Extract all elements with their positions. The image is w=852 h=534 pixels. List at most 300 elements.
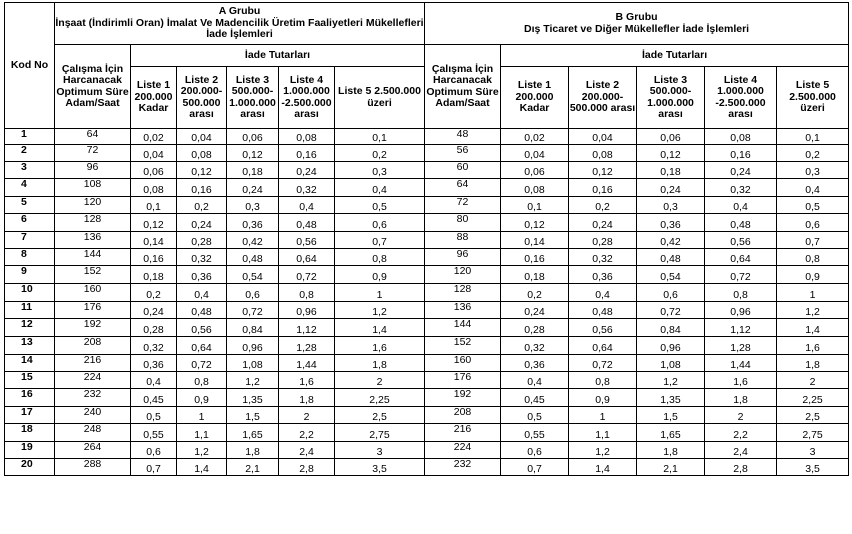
b-liste-cell: 0,14: [501, 232, 569, 249]
a-liste-cell: 0,24: [131, 302, 177, 319]
a-optimum-sure-cell: 160: [55, 284, 131, 302]
a-optimum-sure-cell: 64: [55, 129, 131, 145]
a-liste-cell: 1: [177, 407, 227, 424]
b-liste-cell: 0,48: [569, 302, 637, 319]
kod-no-cell: 13: [5, 337, 55, 355]
b-liste-cell: 1: [569, 407, 637, 424]
b-liste-cell: 1,1: [569, 424, 637, 442]
a-liste-cell: 1,6: [335, 337, 425, 355]
table-row: [5, 424, 849, 442]
a-liste-header: Liste 1 200.000 Kadar: [131, 67, 177, 129]
a-liste-cell: 0,3: [227, 197, 279, 214]
table-row: [5, 162, 849, 179]
table-body: [5, 129, 849, 476]
a-liste-cell: 0,36: [131, 355, 177, 372]
b-liste-header: Liste 4 1.000.000 -2.500.000 arası: [705, 67, 777, 129]
a-liste-cell: 2,25: [335, 389, 425, 407]
b-liste-cell: 0,8: [777, 249, 849, 266]
group-a-desc: İnşaat (İndirimli Oran) İmalat Ve Madencilik Üretim Faaliyetleri Mükellefleri İade İşlemleri: [55, 16, 424, 41]
a-liste-header: Liste 4 1.000.000 -2.500.000 arası: [279, 67, 335, 129]
table-row: [5, 442, 849, 459]
a-optimum-sure-cell: 192: [55, 319, 131, 337]
iade-header-row: [5, 45, 849, 67]
a-liste-header: Liste 5 2.500.000 üzeri: [335, 67, 425, 129]
a-optimum-sure-cell: 152: [55, 266, 131, 284]
a-liste-cell: 0,08: [177, 145, 227, 162]
b-liste-cell: 0,72: [569, 355, 637, 372]
table-row: [5, 284, 849, 302]
b-optimum-sure-cell: 56: [425, 145, 501, 162]
table-row: [5, 145, 849, 162]
b-liste-cell: 0,32: [569, 249, 637, 266]
b-liste-cell: 0,9: [569, 389, 637, 407]
b-liste-cell: 0,02: [501, 129, 569, 145]
a-liste-cell: 0,64: [279, 249, 335, 266]
b-liste-header: Liste 2 200.000-500.000 arası: [569, 67, 637, 129]
kod-no-cell: 7: [5, 232, 55, 249]
b-optimum-sure-cell: 152: [425, 337, 501, 355]
a-liste-cell: 0,55: [131, 424, 177, 442]
a-liste-cell: 3,5: [335, 459, 425, 476]
kod-no-cell: 19: [5, 442, 55, 459]
b-iade-header: İade Tutarları: [501, 45, 849, 67]
b-optimum-sure-cell: 88: [425, 232, 501, 249]
a-liste-cell: 0,1: [335, 129, 425, 145]
b-liste-cell: 2,25: [777, 389, 849, 407]
b-liste-cell: 0,4: [501, 372, 569, 389]
b-liste-cell: 0,96: [705, 302, 777, 319]
a-liste-cell: 0,12: [177, 162, 227, 179]
b-liste-cell: 0,36: [637, 214, 705, 232]
b-liste-cell: 0,24: [705, 162, 777, 179]
b-liste-cell: 0,12: [501, 214, 569, 232]
a-liste-header: Liste 2 200.000-500.000 arası: [177, 67, 227, 129]
a-liste-cell: 0,4: [177, 284, 227, 302]
b-liste-cell: 0,6: [777, 214, 849, 232]
a-liste-cell: 0,32: [177, 249, 227, 266]
b-optimum-sure-cell: 232: [425, 459, 501, 476]
a-liste-cell: 0,96: [279, 302, 335, 319]
b-optimum-sure-cell: 120: [425, 266, 501, 284]
b-liste-cell: 1,2: [637, 372, 705, 389]
table-row: [5, 459, 849, 476]
a-optimum-sure-cell: 248: [55, 424, 131, 442]
b-liste-cell: 0,1: [501, 197, 569, 214]
b-liste-cell: 0,3: [637, 197, 705, 214]
b-liste-cell: 0,1: [777, 129, 849, 145]
b-liste-cell: 0,8: [569, 372, 637, 389]
b-liste-cell: 3: [777, 442, 849, 459]
a-optimum-sure-cell: 176: [55, 302, 131, 319]
a-optimum-sure-cell: 120: [55, 197, 131, 214]
b-liste-cell: 0,4: [777, 179, 849, 197]
kod-no-header: Kod No: [5, 3, 55, 129]
a-liste-cell: 0,16: [279, 145, 335, 162]
kod-no-cell: 4: [5, 179, 55, 197]
b-liste-cell: 0,2: [569, 197, 637, 214]
a-liste-cell: 2: [335, 372, 425, 389]
b-liste-cell: 0,36: [501, 355, 569, 372]
b-liste-cell: 1,2: [569, 442, 637, 459]
b-liste-cell: 2,1: [637, 459, 705, 476]
a-liste-cell: 0,42: [227, 232, 279, 249]
a-liste-cell: 0,18: [131, 266, 177, 284]
b-liste-header: Liste 1 200.000 Kadar: [501, 67, 569, 129]
a-liste-cell: 0,4: [279, 197, 335, 214]
a-optimum-sure-cell: 264: [55, 442, 131, 459]
a-optimum-sure-cell: 240: [55, 407, 131, 424]
b-liste-cell: 1,12: [705, 319, 777, 337]
b-liste-cell: 0,48: [637, 249, 705, 266]
kod-no-cell: 5: [5, 197, 55, 214]
a-optimum-sure-cell: 96: [55, 162, 131, 179]
b-liste-cell: 0,7: [501, 459, 569, 476]
a-liste-cell: 2,8: [279, 459, 335, 476]
a-liste-cell: 1,8: [279, 389, 335, 407]
a-liste-cell: 0,24: [177, 214, 227, 232]
a-liste-cell: 0,32: [131, 337, 177, 355]
b-liste-cell: 0,18: [637, 162, 705, 179]
a-liste-cell: 0,36: [227, 214, 279, 232]
kod-no-cell: 17: [5, 407, 55, 424]
a-liste-cell: 0,12: [227, 145, 279, 162]
b-liste-cell: 0,9: [777, 266, 849, 284]
b-liste-cell: 0,28: [501, 319, 569, 337]
a-optimum-sure-cell: 108: [55, 179, 131, 197]
a-liste-header: Liste 3 500.000-1.000.000 arası: [227, 67, 279, 129]
group-a-title: A Grubu: [218, 5, 261, 18]
b-liste-cell: 1,44: [705, 355, 777, 372]
b-liste-cell: 0,64: [705, 249, 777, 266]
a-liste-cell: 3: [335, 442, 425, 459]
a-liste-cell: 1,5: [227, 407, 279, 424]
a-liste-cell: 0,02: [131, 129, 177, 145]
a-liste-cell: 0,96: [227, 337, 279, 355]
table-row: [5, 266, 849, 284]
b-optimum-sure-cell: 80: [425, 214, 501, 232]
b-optimum-sure-cell: 216: [425, 424, 501, 442]
b-liste-cell: 0,42: [637, 232, 705, 249]
a-liste-cell: 0,45: [131, 389, 177, 407]
a-liste-cell: 1,65: [227, 424, 279, 442]
b-liste-cell: 0,04: [569, 129, 637, 145]
a-liste-cell: 2: [279, 407, 335, 424]
a-liste-cell: 1,2: [335, 302, 425, 319]
b-optimum-sure-cell: 60: [425, 162, 501, 179]
b-liste-cell: 0,45: [501, 389, 569, 407]
a-liste-cell: 1,4: [335, 319, 425, 337]
b-calisma-header: Çalışma İçin Harcanacak Optimum Süre Adam/Saat: [425, 45, 501, 129]
kod-no-cell: 15: [5, 372, 55, 389]
kod-no-cell: 14: [5, 355, 55, 372]
a-liste-cell: 0,84: [227, 319, 279, 337]
kod-no-cell: 16: [5, 389, 55, 407]
b-liste-cell: 1,4: [777, 319, 849, 337]
b-liste-cell: 0,3: [777, 162, 849, 179]
a-optimum-sure-cell: 144: [55, 249, 131, 266]
a-liste-cell: 0,72: [279, 266, 335, 284]
b-liste-cell: 0,24: [569, 214, 637, 232]
a-liste-cell: 0,7: [335, 232, 425, 249]
a-liste-cell: 1,35: [227, 389, 279, 407]
b-optimum-sure-cell: 208: [425, 407, 501, 424]
a-liste-cell: 0,54: [227, 266, 279, 284]
b-liste-cell: 0,06: [501, 162, 569, 179]
a-liste-cell: 2,2: [279, 424, 335, 442]
b-liste-cell: 2: [705, 407, 777, 424]
a-liste-cell: 1,08: [227, 355, 279, 372]
a-liste-cell: 0,16: [131, 249, 177, 266]
b-liste-cell: 1: [777, 284, 849, 302]
a-liste-cell: 0,28: [131, 319, 177, 337]
table-row: [5, 355, 849, 372]
b-liste-cell: 1,6: [777, 337, 849, 355]
a-liste-cell: 1,2: [177, 442, 227, 459]
b-liste-cell: 0,54: [637, 266, 705, 284]
a-liste-cell: 1,1: [177, 424, 227, 442]
group-header-row: [5, 3, 849, 45]
b-liste-cell: 0,5: [777, 197, 849, 214]
table-row: [5, 214, 849, 232]
b-liste-cell: 1,08: [637, 355, 705, 372]
b-liste-cell: 1,4: [569, 459, 637, 476]
kod-no-cell: 20: [5, 459, 55, 476]
b-optimum-sure-cell: 144: [425, 319, 501, 337]
b-liste-cell: 1,8: [777, 355, 849, 372]
kod-no-cell: 12: [5, 319, 55, 337]
b-liste-cell: 0,55: [501, 424, 569, 442]
a-liste-cell: 0,18: [227, 162, 279, 179]
b-liste-cell: 2,75: [777, 424, 849, 442]
group-b-header: [425, 3, 849, 45]
b-liste-cell: 1,8: [705, 389, 777, 407]
b-liste-cell: 1,28: [705, 337, 777, 355]
b-liste-cell: 3,5: [777, 459, 849, 476]
a-liste-cell: 0,2: [131, 284, 177, 302]
b-liste-cell: 0,5: [501, 407, 569, 424]
a-optimum-sure-cell: 232: [55, 389, 131, 407]
b-liste-cell: 1,8: [637, 442, 705, 459]
a-optimum-sure-cell: 136: [55, 232, 131, 249]
b-liste-cell: 0,24: [501, 302, 569, 319]
b-liste-cell: 0,64: [569, 337, 637, 355]
kod-no-cell: 6: [5, 214, 55, 232]
a-liste-cell: 1,8: [335, 355, 425, 372]
b-liste-cell: 0,8: [705, 284, 777, 302]
b-liste-cell: 0,2: [501, 284, 569, 302]
a-liste-cell: 1,44: [279, 355, 335, 372]
a-optimum-sure-cell: 216: [55, 355, 131, 372]
table-row: [5, 407, 849, 424]
b-liste-cell: 2: [777, 372, 849, 389]
a-liste-cell: 0,08: [131, 179, 177, 197]
b-optimum-sure-cell: 176: [425, 372, 501, 389]
group-a-header: [55, 3, 425, 45]
a-iade-header: İade Tutarları: [131, 45, 425, 67]
b-optimum-sure-cell: 128: [425, 284, 501, 302]
a-liste-cell: 0,5: [335, 197, 425, 214]
b-liste-cell: 1,6: [705, 372, 777, 389]
b-optimum-sure-cell: 224: [425, 442, 501, 459]
a-liste-cell: 1,2: [227, 372, 279, 389]
a-optimum-sure-cell: 208: [55, 337, 131, 355]
b-liste-cell: 0,28: [569, 232, 637, 249]
b-liste-cell: 0,12: [637, 145, 705, 162]
a-liste-cell: 0,56: [177, 319, 227, 337]
a-liste-cell: 1,28: [279, 337, 335, 355]
a-liste-cell: 0,6: [335, 214, 425, 232]
a-liste-cell: 0,8: [279, 284, 335, 302]
a-liste-cell: 0,56: [279, 232, 335, 249]
b-liste-cell: 1,5: [637, 407, 705, 424]
a-liste-cell: 0,14: [131, 232, 177, 249]
b-liste-cell: 0,48: [705, 214, 777, 232]
a-liste-cell: 0,48: [227, 249, 279, 266]
a-liste-cell: 0,9: [335, 266, 425, 284]
a-liste-cell: 0,28: [177, 232, 227, 249]
a-optimum-sure-cell: 224: [55, 372, 131, 389]
table-row: [5, 232, 849, 249]
a-liste-cell: 0,24: [279, 162, 335, 179]
b-liste-cell: 0,4: [569, 284, 637, 302]
a-liste-cell: 0,48: [279, 214, 335, 232]
kod-no-cell: 9: [5, 266, 55, 284]
b-liste-cell: 0,08: [501, 179, 569, 197]
kod-no-cell: 3: [5, 162, 55, 179]
b-liste-cell: 2,5: [777, 407, 849, 424]
b-liste-cell: 0,32: [705, 179, 777, 197]
b-liste-header: Liste 5 2.500.000 üzeri: [777, 67, 849, 129]
a-liste-cell: 0,8: [177, 372, 227, 389]
a-liste-cell: 2,1: [227, 459, 279, 476]
b-liste-cell: 0,18: [501, 266, 569, 284]
a-liste-cell: 0,6: [227, 284, 279, 302]
b-optimum-sure-cell: 136: [425, 302, 501, 319]
kod-no-cell: 11: [5, 302, 55, 319]
a-liste-cell: 0,48: [177, 302, 227, 319]
a-liste-cell: 1,12: [279, 319, 335, 337]
a-liste-cell: 0,1: [131, 197, 177, 214]
a-liste-cell: 0,36: [177, 266, 227, 284]
b-optimum-sure-cell: 96: [425, 249, 501, 266]
a-liste-cell: 0,2: [335, 145, 425, 162]
a-optimum-sure-cell: 128: [55, 214, 131, 232]
a-liste-cell: 1,8: [227, 442, 279, 459]
table-row: [5, 179, 849, 197]
a-liste-cell: 0,08: [279, 129, 335, 145]
b-liste-cell: 0,06: [637, 129, 705, 145]
table-row: [5, 302, 849, 319]
table-row: [5, 389, 849, 407]
a-liste-cell: 0,8: [335, 249, 425, 266]
kod-no-cell: 8: [5, 249, 55, 266]
a-liste-cell: 0,24: [227, 179, 279, 197]
a-liste-cell: 2,75: [335, 424, 425, 442]
a-liste-cell: 0,16: [177, 179, 227, 197]
a-liste-cell: 0,9: [177, 389, 227, 407]
b-liste-cell: 0,16: [501, 249, 569, 266]
kod-no-cell: 10: [5, 284, 55, 302]
b-liste-cell: 0,4: [705, 197, 777, 214]
b-liste-cell: 2,2: [705, 424, 777, 442]
b-liste-header: Liste 3 500.000-1.000.000 arası: [637, 67, 705, 129]
b-liste-cell: 1,2: [777, 302, 849, 319]
a-liste-cell: 2,4: [279, 442, 335, 459]
table-row: [5, 337, 849, 355]
a-liste-cell: 0,64: [177, 337, 227, 355]
b-liste-cell: 0,72: [637, 302, 705, 319]
b-liste-cell: 0,08: [705, 129, 777, 145]
b-optimum-sure-cell: 192: [425, 389, 501, 407]
a-liste-cell: 0,6: [131, 442, 177, 459]
kod-no-cell: 18: [5, 424, 55, 442]
table-row: [5, 372, 849, 389]
b-liste-cell: 2,4: [705, 442, 777, 459]
a-liste-cell: 1: [335, 284, 425, 302]
b-liste-cell: 0,16: [569, 179, 637, 197]
b-optimum-sure-cell: 64: [425, 179, 501, 197]
a-calisma-header: Çalışma İçin Harcanacak Optimum Süre Adam/Saat: [55, 45, 131, 129]
iade-table: [4, 2, 849, 476]
b-liste-cell: 0,04: [501, 145, 569, 162]
a-liste-cell: 1,4: [177, 459, 227, 476]
a-liste-cell: 0,4: [335, 179, 425, 197]
b-liste-cell: 0,6: [501, 442, 569, 459]
a-liste-cell: 1,6: [279, 372, 335, 389]
a-liste-cell: 0,06: [131, 162, 177, 179]
a-liste-cell: 0,04: [131, 145, 177, 162]
b-liste-cell: 0,56: [705, 232, 777, 249]
b-liste-cell: 2,8: [705, 459, 777, 476]
a-liste-cell: 0,72: [177, 355, 227, 372]
b-liste-cell: 0,2: [777, 145, 849, 162]
a-liste-cell: 2,5: [335, 407, 425, 424]
b-liste-cell: 0,36: [569, 266, 637, 284]
b-liste-cell: 0,84: [637, 319, 705, 337]
a-optimum-sure-cell: 288: [55, 459, 131, 476]
a-liste-cell: 0,72: [227, 302, 279, 319]
a-liste-cell: 0,06: [227, 129, 279, 145]
a-liste-cell: 0,2: [177, 197, 227, 214]
b-liste-cell: 0,96: [637, 337, 705, 355]
table-row: [5, 249, 849, 266]
a-liste-cell: 0,5: [131, 407, 177, 424]
b-optimum-sure-cell: 72: [425, 197, 501, 214]
a-liste-cell: 0,12: [131, 214, 177, 232]
b-liste-cell: 0,56: [569, 319, 637, 337]
group-b-title: B Grubu: [615, 11, 658, 23]
a-liste-cell: 0,32: [279, 179, 335, 197]
kod-no-cell: 2: [5, 145, 55, 162]
b-optimum-sure-cell: 48: [425, 129, 501, 145]
b-liste-cell: 0,32: [501, 337, 569, 355]
b-liste-cell: 0,08: [569, 145, 637, 162]
kod-no-cell: 1: [5, 129, 55, 145]
b-liste-cell: 0,72: [705, 266, 777, 284]
a-optimum-sure-cell: 72: [55, 145, 131, 162]
b-liste-cell: 0,16: [705, 145, 777, 162]
a-liste-cell: 0,3: [335, 162, 425, 179]
b-liste-cell: 0,12: [569, 162, 637, 179]
b-optimum-sure-cell: 160: [425, 355, 501, 372]
b-liste-cell: 0,6: [637, 284, 705, 302]
a-liste-cell: 0,04: [177, 129, 227, 145]
group-b-desc: Dış Ticaret ve Diğer Mükellefler İade İşlemleri: [524, 22, 750, 35]
a-liste-cell: 0,7: [131, 459, 177, 476]
b-liste-cell: 1,65: [637, 424, 705, 442]
table-row: [5, 319, 849, 337]
table-row: [5, 197, 849, 214]
